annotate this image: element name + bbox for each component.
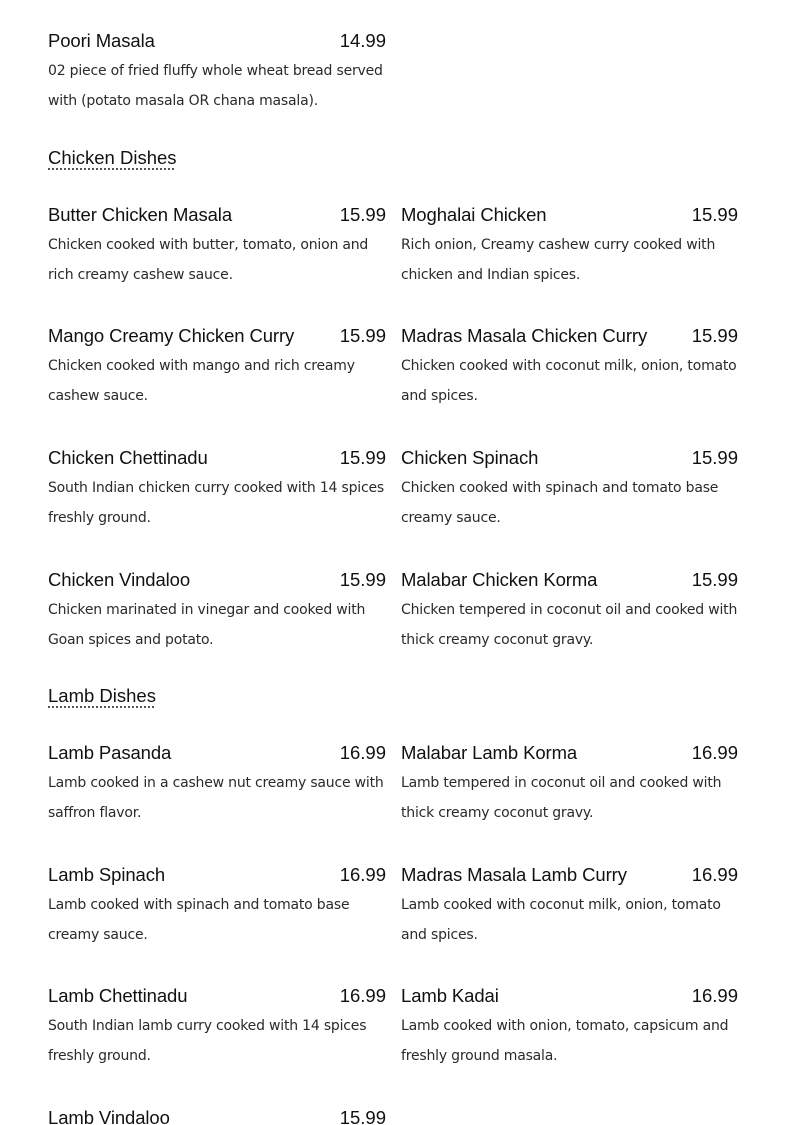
menu-item-header [401,447,738,473]
menu-row [48,569,738,669]
section-title-chicken: Chicken Dishes [48,147,177,168]
menu-item [401,204,738,290]
menu-row [48,985,738,1085]
menu-item-description: 02 piece of fried fluffy whole wheat bread served with (potato masala OR chana masala). [48,63,383,109]
menu-row [48,204,738,304]
menu-item-name: Chicken Vindaloo [48,569,191,590]
menu-item-price: 15.99 [339,447,386,468]
menu-item-price: 15.99 [691,569,738,590]
menu-item-price: 15.99 [691,204,738,225]
menu-item-header [401,864,738,890]
menu-item-description: Lamb cooked with spinach and tomato base creamy sauce. [48,897,350,943]
menu-item-header [48,569,386,595]
menu-item [401,742,738,828]
menu-item-price: 15.99 [339,1107,386,1125]
menu-row [48,325,738,425]
menu-item [48,742,386,828]
menu-row [48,742,738,842]
menu-item [48,204,386,290]
menu-item [401,447,738,533]
menu-item-header [48,204,386,230]
menu-item-description: Chicken tempered in coconut oil and cooked with thick creamy coconut gravy. [401,602,738,648]
menu-item-name: Butter Chicken Masala [48,204,233,225]
menu-item-description: Lamb cooked in a cashew nut creamy sauce with saffron flavor. [48,775,384,821]
menu-item [48,325,386,411]
menu-item-header [401,985,738,1011]
menu-item-description: Chicken cooked with butter, tomato, onion and rich creamy cashew sauce. [48,237,369,283]
menu-item-price: 15.99 [339,204,386,225]
menu-item-name: Malabar Lamb Korma [401,742,578,763]
menu-item [48,30,386,116]
menu-item-name: Moghalai Chicken [401,204,547,225]
menu-item-description: Chicken cooked with mango and rich creamy cashew sauce. [48,358,355,404]
menu-item-price: 15.99 [339,569,386,590]
menu-item-price: 15.99 [339,325,386,346]
menu-item [401,864,738,950]
menu-item-price: 16.99 [691,742,738,763]
menu-item-description: South Indian lamb curry cooked with 14 spices freshly ground. [48,1018,367,1064]
menu-item-header [48,447,386,473]
menu-item-price: 16.99 [339,985,386,1006]
menu-item-name: Madras Masala Lamb Curry [401,864,627,885]
menu-item-name: Lamb Pasanda [48,742,172,763]
menu-item-header [401,569,738,595]
menu-item-description: Lamb cooked with coconut milk, onion, tomato and spices. [401,897,721,943]
menu-item-price: 15.99 [691,325,738,346]
section-title-lamb: Lamb Dishes [48,685,156,706]
menu-item [48,569,386,655]
menu-item-header [48,1107,386,1125]
menu-item-header [48,325,386,351]
menu-item-description: Lamb tempered in coconut oil and cooked with thick creamy coconut gravy. [401,775,722,821]
menu-row [48,30,738,130]
menu-item-header [401,204,738,230]
menu-item-description: Chicken cooked with coconut milk, onion, tomato and spices. [401,358,737,404]
menu-item-name: Chicken Chettinadu [48,447,208,468]
menu-item [401,569,738,655]
menu-item-name: Madras Masala Chicken Curry [401,325,648,346]
menu-item-description: Chicken cooked with spinach and tomato base creamy sauce. [401,480,719,526]
menu-item-price: 14.99 [339,30,386,51]
menu-item [48,1107,386,1125]
menu-item-price: 16.99 [339,864,386,885]
menu-item-header [48,864,386,890]
menu-item-name: Malabar Chicken Korma [401,569,598,590]
menu-item [48,447,386,533]
menu-item-price: 15.99 [691,447,738,468]
menu-item-name: Lamb Kadai [401,985,499,1006]
menu-row [48,864,738,964]
menu-item-header [48,30,386,56]
menu-item-price: 16.99 [691,864,738,885]
menu-item [401,325,738,411]
menu-item [48,864,386,950]
menu-item-header [401,325,738,351]
menu-item-name: Lamb Chettinadu [48,985,188,1006]
menu-item-description: Chicken marinated in vinegar and cooked with Goan spices and potato. [48,602,366,648]
menu-item-name: Mango Creamy Chicken Curry [48,325,295,346]
menu-item-name: Lamb Spinach [48,864,166,885]
menu-item-name: Chicken Spinach [401,447,539,468]
menu-item-description: Lamb cooked with onion, tomato, capsicum and freshly ground masala. [401,1018,729,1064]
menu-item [48,985,386,1071]
menu-row [48,447,738,547]
menu-item-description: South Indian chicken curry cooked with 14 spices freshly ground. [48,480,384,526]
menu-item-header [48,985,386,1011]
menu-item-name: Lamb Vindaloo [48,1107,170,1125]
menu-item-price: 16.99 [691,985,738,1006]
menu-item-description: Rich onion, Creamy cashew curry cooked with chicken and Indian spices. [401,237,716,283]
menu-item-header [48,742,386,768]
menu-item-header [401,742,738,768]
menu-item-name: Poori Masala [48,30,155,51]
menu-item-price: 16.99 [339,742,386,763]
menu-row [48,1107,738,1125]
menu-item [401,985,738,1071]
